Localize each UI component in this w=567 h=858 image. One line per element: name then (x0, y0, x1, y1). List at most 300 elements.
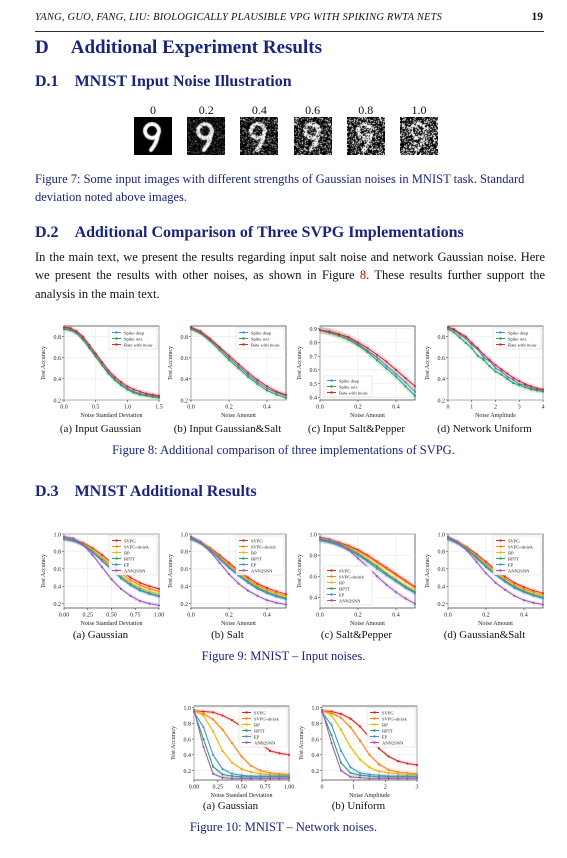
data-point (513, 595, 515, 597)
data-point (404, 580, 406, 582)
legend-label: Rate with noise (124, 342, 153, 348)
legend-label: BPTT (339, 586, 351, 592)
data-point (250, 777, 252, 779)
y-tick-label: 0.7 (309, 354, 317, 361)
subfigure-caption: (c) Salt&Pepper (320, 629, 393, 641)
subfigure-caption: (d) Network Uniform (437, 423, 532, 435)
noise-level-label: 0.4 (251, 103, 267, 117)
subsection-heading-d1 (35, 73, 292, 91)
data-point (285, 603, 287, 605)
data-point (139, 600, 141, 602)
chart-8 (422, 530, 547, 628)
header-rule (35, 31, 544, 32)
y-tick-label: 1.0 (437, 532, 445, 539)
y-axis-label: Test Accuracy (299, 725, 305, 761)
data-point (395, 580, 397, 582)
y-tick-label: 0.4 (311, 753, 319, 760)
legend-label: SVPG (251, 538, 263, 544)
y-axis-label: Test Accuracy (297, 345, 303, 381)
legend-marker (115, 557, 117, 559)
data-point (148, 593, 150, 595)
data-point (82, 335, 84, 337)
data-point (199, 541, 201, 543)
y-tick-label: 0.8 (309, 340, 317, 347)
data-point (494, 582, 496, 584)
data-point (221, 773, 223, 775)
data-point (366, 347, 368, 349)
chart-10 (296, 702, 421, 800)
data-point (387, 777, 389, 779)
x-tick-label: 0.00 (188, 784, 200, 791)
data-point (228, 573, 230, 575)
data-point (378, 774, 380, 776)
data-point (524, 383, 526, 385)
data-point (228, 355, 230, 357)
legend-label: ANN2SNN (124, 568, 146, 574)
data-point (512, 377, 514, 379)
y-tick-label: 0.6 (311, 737, 319, 744)
legend-marker (245, 717, 247, 719)
data-point (414, 385, 416, 387)
x-tick-label: 0.0 (444, 612, 452, 619)
data-point (88, 344, 90, 346)
data-point (120, 577, 122, 579)
y-axis-label: Test Accuracy (297, 553, 303, 589)
y-tick-label: 0.4 (53, 584, 61, 591)
x-tick-label: 0.00 (58, 612, 70, 619)
data-point (202, 738, 204, 740)
data-point (532, 602, 534, 604)
data-point (240, 768, 242, 770)
data-point (209, 550, 211, 552)
y-tick-label: 0.2 (53, 601, 61, 608)
y-tick-label: 0.6 (180, 356, 188, 363)
x-tick-label: 0.4 (392, 404, 400, 411)
data-point (483, 359, 485, 361)
x-axis-label: Noise Amplitude (349, 793, 390, 799)
figure-10-caption: Figure 10: MNIST – Network noises. (189, 820, 378, 834)
subfigure-caption: (a) Gaussian (72, 629, 129, 641)
data-point (518, 380, 520, 382)
paragraph-text-end: . These results further support the analysis in the main text. (35, 268, 545, 301)
y-tick-label: 0.8 (437, 334, 445, 341)
data-point (376, 359, 378, 361)
legend-marker (115, 343, 117, 345)
data-point (378, 763, 380, 765)
data-point (101, 560, 103, 562)
y-axis-label: Test Accuracy (168, 345, 174, 381)
y-tick-label: 0.2 (437, 601, 445, 608)
data-point (266, 385, 268, 387)
legend-marker (242, 545, 244, 547)
data-point (256, 595, 258, 597)
data-point (278, 777, 280, 779)
legend-marker (242, 331, 244, 333)
data-point (368, 754, 370, 756)
legend-marker (330, 569, 332, 571)
x-tick-label: 0.2 (354, 612, 362, 619)
x-axis-label: Noise Standard Deviation (210, 793, 273, 799)
data-point (95, 352, 97, 354)
data-point (212, 730, 214, 732)
data-point (321, 709, 323, 711)
subsection-number: D.3 (35, 483, 59, 500)
legend-label: Spike rect (508, 336, 527, 342)
figure-8-link[interactable]: 8 (359, 268, 367, 283)
legend-label: BPTT (382, 728, 394, 734)
x-tick-label: 0.2 (482, 612, 490, 619)
data-point (518, 384, 520, 386)
data-point (259, 769, 261, 771)
data-point (414, 592, 416, 594)
data-point (212, 711, 214, 713)
figure-7-caption: Figure 7: Some input images with different strengths of Gaussian noises in MNIST task. Standard deviation noted above images. (35, 172, 525, 204)
data-point (212, 773, 214, 775)
data-point (209, 338, 211, 340)
data-point (397, 777, 399, 779)
subsection-number: D.1 (35, 73, 59, 90)
legend-marker (373, 729, 375, 731)
data-point (285, 598, 287, 600)
data-point (231, 762, 233, 764)
x-tick-label: 0.4 (263, 404, 271, 411)
chart-6 (165, 530, 290, 628)
data-point (340, 717, 342, 719)
data-point (278, 752, 280, 754)
data-point (347, 336, 349, 338)
y-tick-label: 0.8 (437, 549, 445, 556)
legend-label: SVPG-shrink (339, 574, 364, 580)
data-point (523, 591, 525, 593)
x-tick-label: 0.4 (520, 612, 528, 619)
data-point (512, 382, 514, 384)
data-point (414, 603, 416, 605)
legend-label: ANN2SNN (382, 740, 404, 746)
subsection-title: MNIST Additional Results (74, 483, 257, 500)
x-axis-label: Noise Amount (350, 413, 385, 419)
legend-label: SVPG (339, 568, 351, 574)
data-point (256, 379, 258, 381)
legend-marker (499, 343, 501, 345)
subsection-number: D.2 (35, 224, 59, 241)
data-point (385, 361, 387, 363)
legend-label: Rate with noise (251, 342, 280, 348)
legend-marker (330, 379, 332, 381)
running-title: YANG, GUO, FANG, LIU: BIOLOGICALLY PLAUSIBLE VPG WITH SPIKING RWTA NETS (35, 12, 443, 23)
y-axis-label: Test Accuracy (171, 725, 177, 761)
section-number: D (35, 37, 49, 58)
data-point (477, 347, 479, 349)
legend-label: Spike rect (124, 336, 143, 342)
legend-label: SVPG-shrink (124, 544, 149, 550)
data-point (330, 734, 332, 736)
data-point (483, 353, 485, 355)
data-point (466, 549, 468, 551)
data-point (376, 568, 378, 570)
legend-marker (245, 741, 247, 743)
data-point (513, 587, 515, 589)
data-point (328, 330, 330, 332)
legend-marker (242, 337, 244, 339)
data-point (328, 538, 330, 540)
noise-level-label: 0.6 (305, 103, 321, 117)
subsection-heading-d3 (35, 483, 257, 501)
legend-marker (373, 735, 375, 737)
data-point (240, 755, 242, 757)
data-point (158, 596, 160, 598)
legend-label: BPTT (254, 728, 266, 734)
legend-marker (245, 711, 247, 713)
data-point (349, 776, 351, 778)
data-point (387, 769, 389, 771)
x-tick-label: 1.0 (123, 404, 132, 411)
legend-label: EP (508, 562, 514, 568)
data-point (129, 584, 131, 586)
data-point (275, 602, 277, 604)
data-point (338, 542, 340, 544)
data-point (221, 750, 223, 752)
data-point (504, 589, 506, 591)
data-point (385, 574, 387, 576)
legend-marker (373, 717, 375, 719)
data-point (158, 604, 160, 606)
y-tick-label: 0.4 (180, 377, 188, 384)
data-point (378, 777, 380, 779)
data-point (101, 361, 103, 363)
data-point (269, 750, 271, 752)
data-point (231, 742, 233, 744)
data-point (453, 328, 455, 330)
data-point (359, 772, 361, 774)
data-point (228, 567, 230, 569)
y-tick-label: 0.2 (180, 601, 188, 608)
data-point (395, 376, 397, 378)
data-point (465, 342, 467, 344)
data-point (471, 347, 473, 349)
data-point (340, 713, 342, 715)
legend-marker (373, 711, 375, 713)
data-point (82, 543, 84, 545)
x-tick-label: 2 (383, 784, 387, 791)
legend-label: Spike rect (339, 384, 358, 390)
y-tick-label: 1.0 (311, 705, 319, 712)
x-tick-label: 4 (541, 404, 545, 411)
subsection-heading-d2 (35, 224, 464, 242)
data-point (221, 768, 223, 770)
y-tick-label: 0.4 (53, 377, 61, 384)
y-tick-label: 1.0 (53, 532, 61, 539)
data-point (532, 595, 534, 597)
data-point (447, 536, 449, 538)
page-number: 19 (531, 11, 543, 23)
legend-label: Rate with noise (508, 342, 537, 348)
y-tick-label: 0.5 (309, 381, 317, 388)
x-tick-label: 0.50 (106, 612, 117, 619)
y-tick-label: 0.6 (309, 574, 317, 581)
subfigure-caption: (b) Salt (211, 629, 244, 641)
subfigure-caption: (a) Input Gaussian (59, 423, 142, 435)
data-point (69, 327, 71, 329)
legend-marker (115, 331, 117, 333)
legend-label: ANN2SNN (508, 568, 530, 574)
legend-marker (242, 539, 244, 541)
y-tick-label: 0.6 (309, 368, 317, 375)
data-point (404, 587, 406, 589)
legend-label: Spike deep (251, 330, 272, 336)
data-point (447, 326, 449, 328)
legend-label: BPTT (508, 556, 520, 562)
legend-marker (330, 593, 332, 595)
data-point (247, 589, 249, 591)
x-axis-label: Noise Amount (221, 413, 256, 419)
data-point (366, 560, 368, 562)
legend-marker (242, 343, 244, 345)
data-point (500, 374, 502, 376)
y-axis-label: Test Accuracy (41, 553, 47, 589)
x-axis-label: Noise Amount (478, 621, 513, 627)
legend-label: BPTT (124, 556, 136, 562)
chart-3 (294, 322, 419, 420)
data-point (368, 777, 370, 779)
data-point (404, 377, 406, 379)
data-point (385, 568, 387, 570)
x-tick-label: 0.0 (60, 404, 68, 411)
x-tick-label: 0 (320, 784, 324, 791)
data-point (231, 773, 233, 775)
x-tick-label: 0.75 (260, 784, 271, 791)
y-tick-label: 0.6 (183, 737, 191, 744)
legend-marker (330, 587, 332, 589)
data-point (395, 574, 397, 576)
data-point (340, 729, 342, 731)
legend-marker (242, 551, 244, 553)
y-tick-label: 0.4 (183, 753, 191, 760)
subfigure-caption: (b) Input Gaussian&Salt (173, 423, 282, 435)
data-point (376, 575, 378, 577)
x-tick-label: 0.0 (316, 612, 324, 619)
data-point (500, 368, 502, 370)
legend-marker (115, 563, 117, 565)
legend-marker (330, 391, 332, 393)
legend-marker (330, 581, 332, 583)
data-point (231, 777, 233, 779)
data-point (485, 572, 487, 574)
data-point (530, 385, 532, 387)
data-point (349, 746, 351, 748)
data-point (221, 729, 223, 731)
y-tick-label: 0.4 (437, 584, 445, 591)
legend-marker (245, 735, 247, 737)
data-point (256, 383, 258, 385)
chart-5 (38, 530, 163, 628)
y-tick-label: 0.8 (183, 721, 191, 728)
noise-level-label: 0.2 (198, 103, 214, 117)
figure-9-caption: Figure 9: MNIST – Input noises. (201, 649, 366, 663)
legend-label: BP (251, 550, 257, 556)
legend-label: BP (382, 722, 388, 728)
legend-marker (499, 337, 501, 339)
x-tick-label: 0 (446, 404, 450, 411)
data-point (456, 541, 458, 543)
data-point (536, 387, 538, 389)
x-tick-label: 0.2 (225, 612, 233, 619)
legend-label: SVPG (382, 710, 394, 716)
x-tick-label: 0.25 (212, 784, 223, 791)
legend-label: SVPG-shrink (254, 716, 279, 722)
legend-label: SVPG-shrink (382, 716, 407, 722)
x-tick-label: 3 (415, 784, 419, 791)
data-point (471, 342, 473, 344)
legend-label: Spike deep (124, 330, 145, 336)
data-point (349, 772, 351, 774)
data-point (406, 762, 408, 764)
data-point (485, 566, 487, 568)
section-title: Additional Experiment Results (70, 37, 322, 58)
data-point (359, 758, 361, 760)
legend-label: BP (124, 550, 130, 556)
data-point (494, 364, 496, 366)
data-point (158, 395, 160, 397)
data-point (231, 719, 233, 721)
data-point (228, 359, 230, 361)
data-point (349, 766, 351, 768)
data-point (212, 754, 214, 756)
legend-label: BP (254, 722, 260, 728)
noisy-digit-image (240, 117, 278, 155)
y-tick-label: 0.6 (53, 356, 61, 363)
data-point (475, 561, 477, 563)
noise-level-label: 0 (150, 103, 156, 117)
legend-label: ANN2SNN (254, 740, 276, 746)
subfigure-caption: (c) Input Salt&Pepper (307, 423, 406, 435)
y-axis-label: Test Accuracy (168, 553, 174, 589)
data-point (266, 599, 268, 601)
legend-marker (115, 539, 117, 541)
data-point (488, 359, 490, 361)
data-point (357, 557, 359, 559)
legend-marker (499, 331, 501, 333)
subfigure-caption: (b) Uniform (331, 800, 386, 812)
legend-marker (115, 337, 117, 339)
y-tick-label: 0.2 (437, 398, 445, 405)
data-point (477, 355, 479, 357)
legend-marker (499, 545, 501, 547)
noise-level-label: 0.8 (358, 103, 374, 117)
subsection-title: MNIST Input Noise Illustration (74, 73, 292, 90)
data-point (202, 746, 204, 748)
data-point (319, 329, 321, 331)
data-point (190, 536, 192, 538)
data-point (395, 369, 397, 371)
data-point (506, 372, 508, 374)
data-point (385, 584, 387, 586)
figure-8-caption: Figure 8: Additional comparison of three implementations of SVPG. (112, 443, 455, 457)
data-point (349, 726, 351, 728)
data-point (145, 393, 147, 395)
data-point (266, 389, 268, 391)
data-point (378, 747, 380, 749)
legend-marker (499, 551, 501, 553)
y-tick-label: 0.2 (53, 398, 61, 405)
data-point (148, 603, 150, 605)
noisy-digit-image (187, 117, 225, 155)
data-point (107, 369, 109, 371)
noisy-digit-image (294, 117, 332, 155)
x-tick-label: 1.00 (153, 612, 165, 619)
y-tick-label: 0.6 (53, 567, 61, 574)
data-point (368, 766, 370, 768)
data-point (347, 549, 349, 551)
